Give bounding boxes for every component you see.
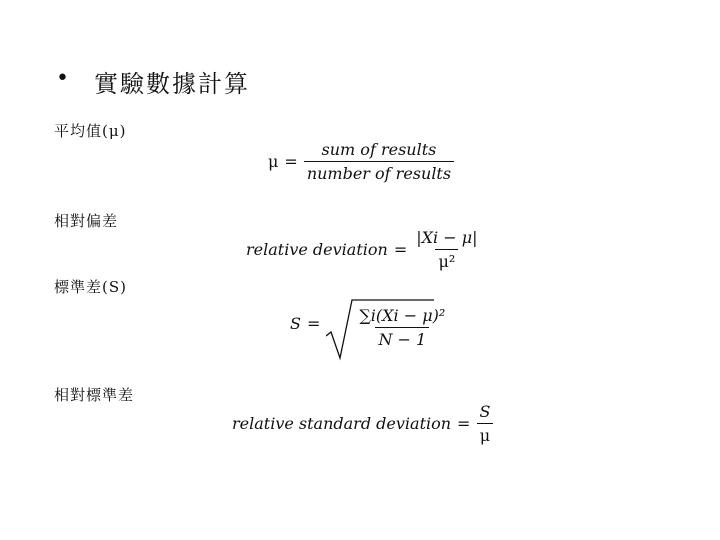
mean-fraction xyxy=(304,140,454,183)
mean-formula xyxy=(268,140,454,183)
relative-std-dev-equals: = xyxy=(457,414,471,433)
relative-deviation-lhs: relative deviation xyxy=(246,240,388,259)
relative-std-dev-denominator: μ xyxy=(477,423,493,445)
relative-deviation-denominator: μ² xyxy=(435,249,458,271)
std-dev-denominator: N − 1 xyxy=(375,327,429,349)
relative-deviation-formula xyxy=(246,228,480,271)
std-dev-label: 標準差(S) xyxy=(54,278,127,296)
std-dev-lhs: S xyxy=(290,314,301,333)
mean-numerator: sum of results xyxy=(321,140,437,159)
relative-deviation-label: 相對偏差 xyxy=(54,212,119,230)
relative-std-dev-label: 相對標準差 xyxy=(54,386,135,404)
mean-equals: = xyxy=(284,152,298,171)
std-dev-numerator: ∑i(Xi − μ)² xyxy=(359,306,446,325)
relative-deviation-fraction xyxy=(413,228,480,271)
relative-std-dev-numerator: S xyxy=(479,402,491,421)
std-dev-equals: = xyxy=(306,314,321,333)
sqrt-expression xyxy=(326,298,448,349)
mean-label: 平均值(μ) xyxy=(54,122,127,140)
sqrt-radical-icon xyxy=(326,298,436,362)
relative-deviation-equals: = xyxy=(393,240,408,259)
relative-std-dev-lhs: relative standard deviation xyxy=(232,414,452,433)
std-dev-formula xyxy=(290,298,448,349)
bullet-marker: • xyxy=(56,66,69,91)
mean-lhs: μ xyxy=(268,152,279,171)
slide-title: 實驗數據計算 xyxy=(94,70,250,98)
mean-denominator: number of results xyxy=(304,161,454,183)
relative-std-dev-formula xyxy=(232,402,493,445)
relative-std-dev-fraction xyxy=(476,402,493,445)
relative-deviation-numerator: |Xi − μ| xyxy=(416,228,478,247)
